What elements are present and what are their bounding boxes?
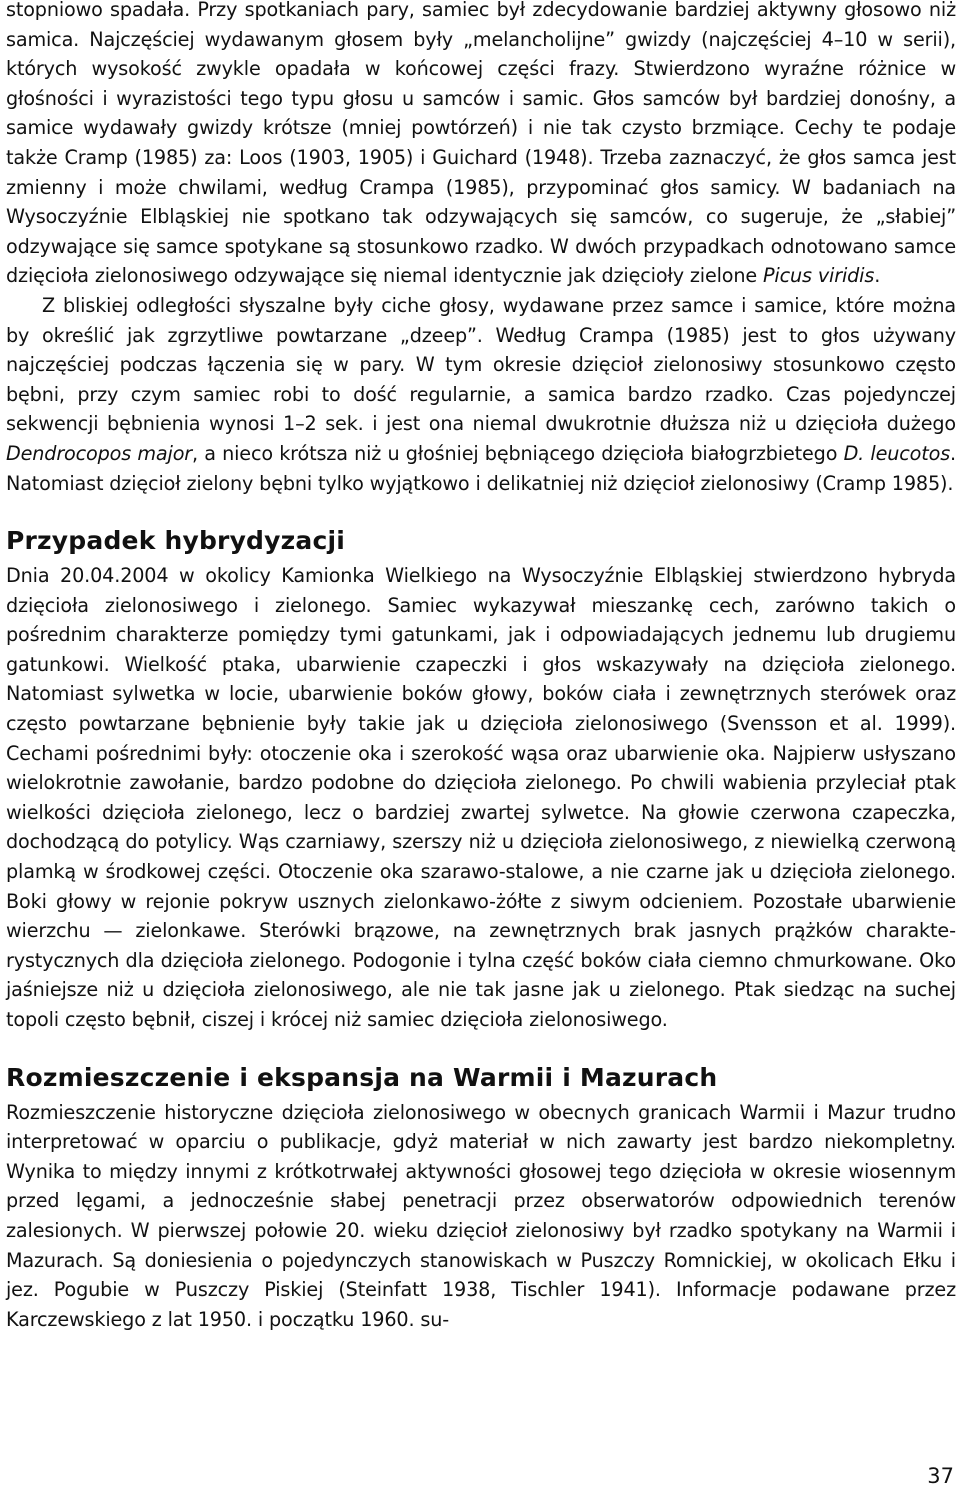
paragraph-end: . — [874, 264, 881, 288]
species-name-italic: D. leucotos — [843, 441, 951, 465]
paragraph-text-mid: , a nieco krótsza niż u głośniej bębniącego dzięcioła białogrzbietego — [192, 441, 838, 465]
paragraph-distribution: Rozmieszczenie historyczne dzięcioła zielonosiwego w obecnych granicach Warmii i Mazur trudno interpretować w oparciu o publikacje, gdyż materiał w nich zawarty jest bardzo niekompletny. Wynika to między innymi z krótkotrwałej aktywności głosowej tego dzięcioła w okresie wiosennym przed lęgami, a jednocześnie słabej penetracji przez obserwatorów odpowiednich terenów zalesionych. W pierwszej połowie 20. wieku dzięcioł zielonosiwy był rzadko spotykany na Warmii i Mazurach. Są doniesienia o pojedynczych stanowiskach w Puszczy Romnickiej, w okolicach Ełku i jez. Pogubie w Puszczy Piskiej (Steinfatt 1938, Tischler 1941). Informacje podawane przez Karczewskiego z lat 1950. i początku 1960. su- — [6, 1100, 956, 1331]
section-heading-hybridization: Przypadek hybrydyzacji — [6, 526, 346, 556]
paragraph-end: . Natomiast dzięcioł zielony bębni tylko wyjątkowo i delikatniej niż dzięcioł zielonosiwy (Cramp 1985). — [6, 441, 956, 495]
page-number: 37 — [927, 1464, 954, 1488]
paragraph-text: Z bliskiej odległości słyszalne były ciche głosy, wydawane przez samce i samice, które można by określić jak zgrzytliwe powtarzane „dzeep”. Według Crampa (1985) jest to głos używany najczęściej podczas łączenia się w pary. W tym okresie dzięcioł zielonosiwy stosunkowo często bębni, przy czym samiec robi to dość regularnie, a samica bardzo rzadko. Czas pojedynczej sekwencji bębnienia wynosi 1–2 sek. i jest ona niemal dwukrotnie dłuższa niż u dzięcioła dużego — [6, 293, 956, 436]
species-name-italic: Dendrocopos major — [6, 441, 193, 465]
paragraph-text: stopniowo spadała. Przy spotkaniach pary, samiec był zdecydowanie bardziej aktywny głosowo niż samica. Najczęściej wydawanym głosem były „melancholijne” gwizdy (najczęściej 4–10 w serii), których wysokość zwykle opadała w końcowej części frazy. Stwierdzono wyraźne różnice w głośności i wyrazistości tego typu głosu u samców i samic. Głos samców był bardziej donośny, a samice wydawały gwizdy krótsze (mniej powtórzeń) i nie tak czysto brzmiące. Cechy te podaje także Cramp (1985) za: Loos (1903, 1905) i Guichard (1948). Trzeba zaznaczyć, że głos samca jest zmienny i może chwilami, według Crampa (1985), przypominać głos samicy. W badaniach na Wysoczyźnie Elbląskiej nie spotkano tak odzywających się samców, co sugeruje, że „słabiej” odzywające się samce spotykane są stosunkowo rzadko. W dwóch przypadkach odnotowano samce dzięcioła zielonosiwego odzywające się niemal identycznie jak dzięcioły zielone — [6, 0, 956, 288]
section-heading-distribution: Rozmieszczenie i ekspansja na Warmii i Mazurach — [6, 1062, 718, 1092]
page — [6, 0, 956, 1334]
paragraph-vocalization — [6, 0, 956, 291]
paragraph-drumming — [6, 291, 956, 498]
species-name-italic: Picus viridis — [763, 264, 875, 288]
paragraph-hybridization: Dnia 20.04.2004 w okolicy Kamionka Wielkiego na Wysoczyźnie Elbląskiej stwierdzono hybryda dzięcioła zielonosiwego i zielonego. Samiec wykazywał mieszankę cech, zarówno takich o pośrednim charakterze pomiędzy tymi gatunkami, jak i odpowiadających jednemu lub drugiemu gatunkowi. Wielkość ptaka, ubarwienie czapeczki i głos wskazywały na dzięcioła zielonego. Natomiast sylwetka w locie, ubarwienie boków głowy, boków ciała i zewnętrznych sterówek oraz często powtarzane bębnienie były takie jak u dzięcioła zielonosiwego (Svensson et al. 1999). Cechami pośrednimi były: otoczenie oka i szerokość wąsa oraz ubarwienie oka. Najpierw usłyszano wielokrotnie zawołanie, bardzo podobne do dzięcioła zielonego. Po chwili wabienia przyleciał ptak wielkości dzięcioła zielonego, lecz o bardziej zwartej sylwetce. Na głowie czerwona czapeczka, dochodzącą do potylicy. Wąs czarniawy, szerszy niż u dzięcioła zielonosiwego, z niewielką czerwoną plamką w środkowej części. Otoczenie oka szarawo-stalowe, a nie czarne jak u dzięcioła zielonego. Boki głowy w rejonie pokryw usznych zielonkawo-żółte z siwym odcieniem. Pozostałe ubarwienie wierzchu — zielonkawe. Sterówki brązowe, na zewnętrznych brak jasnych prążków charakterystycznych dla dzięcioła zielonego. Podogonie i tylna część boków ciała ciemno chmurkowane. Oko jaśniejsze niż u dzięcioła zielonosiwego, ale nie tak jasne jak u zielonego. Ptak siedząc na suchej topoli często bębnił, ciszej i krócej niż samiec dzięcioła zielonosiwego. — [6, 564, 956, 1031]
